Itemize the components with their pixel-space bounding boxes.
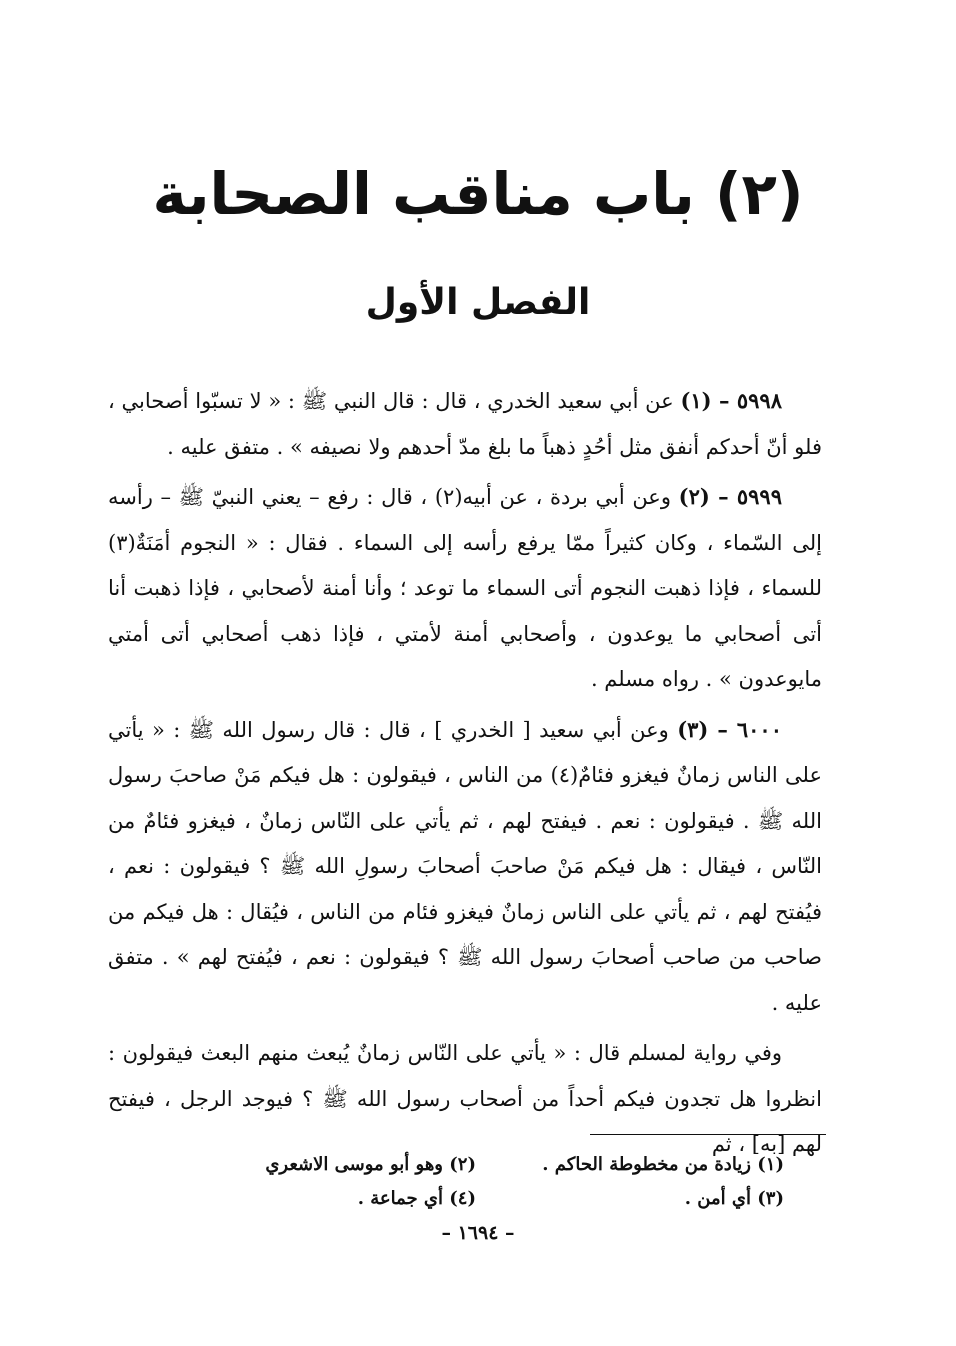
hadith-text [108, 378, 822, 1172]
footnote: (٢) وهو أبو موسى الاشعري [265, 1154, 476, 1175]
section-title: الفصل الأول [365, 282, 591, 323]
footnote: (٣) أي أمن . [684, 1188, 784, 1209]
hadith-number: ٦٠٠٠ – (٣) [677, 716, 782, 742]
paragraph-text: وفي رواية لمسلم قال : « يأتي على النّاس زمانٌ يُبعث منهم البعث فيقولون : انظروا هل تجدون فيكم أحداً من أصحاب رسول الله ﷺ ؟ فيوجد الرجل ، فيفتح لهم [به] ، ثم [108, 1041, 822, 1156]
footnote-divider [590, 1134, 826, 1135]
footnote: (٤) أي جماعة . [357, 1188, 476, 1209]
paragraph-text: وعن أبي بردة ، عن أبيه(٢) ، قال : رفع – يعني النبيّ ﷺ – رأسه إلى السّماء ، وكان كثيراً ممّا يرفع رأسه إلى السماء . فقال : « النجوم أمَنَةٌ(٣) للسماء ، فإذا ذهبت النجوم أتى السماء ما توعد ؛ وأنا أمنة لأصحابي ، فإذا ذهبت أنا أتى أصحابي ما يوعدون ، وأصحابي أمنة لأمتي ، فإذا ذهب أصحابي أتى أمتي مايوعدون » . رواه مسلم . [108, 485, 822, 691]
paragraph [108, 1030, 822, 1168]
paragraph-text: عن أبي سعيد الخدري ، قال : قال النبي ﷺ : « لا تسبّوا أصحابي ، فلو أنّ أحدكم أنفق مثل أحُدٍ ذهباً ما بلغ مدّ أحدهم ولا نصيفه » . متفق عليه . [108, 389, 822, 459]
footnote: (١) زيادة من مخطوطة الحاكم . [542, 1154, 784, 1175]
hadith-number: ٥٩٩٨ – (١) [680, 388, 782, 413]
page-number: – ١٦٩٤ – [441, 1222, 515, 1244]
paragraph-text: وعن أبي سعيد [ الخدري ] ، قال : قال رسول الله ﷺ : « يأتي على الناس زمانٌ فيغزو فئامٌ(٤) من الناس ، فيقولون : هل فيكم مَنْ صاحبَ رسول الله ﷺ . فيقولون : نعم . فيفتح لهم ، ثم يأتي على النّاس زمانٌ ، فيغزو فئامٌ من النّاس ، فيقال : هل فيكم مَنْ صاحبَ أصحابَ رسولِ الله ﷺ ؟ فيقولون : نعم ، فيُفتح لهم ، ثم يأتي على الناس زمانٌ فيغزو فئام من الناس ، فيُقال : هل فيكم من صاحب من صاحب أصحابَ رسول الله ﷺ ؟ فيقولون : نعم ، فيُفتح لهم » . متفق عليه . [108, 717, 822, 1015]
paragraph [108, 707, 822, 1027]
hadith-number: ٥٩٩٩ – (٢) [678, 484, 782, 509]
chapter-title: (٢) باب مناقب الصحابة [152, 160, 804, 228]
paragraph [108, 378, 822, 470]
paragraph [108, 474, 822, 703]
